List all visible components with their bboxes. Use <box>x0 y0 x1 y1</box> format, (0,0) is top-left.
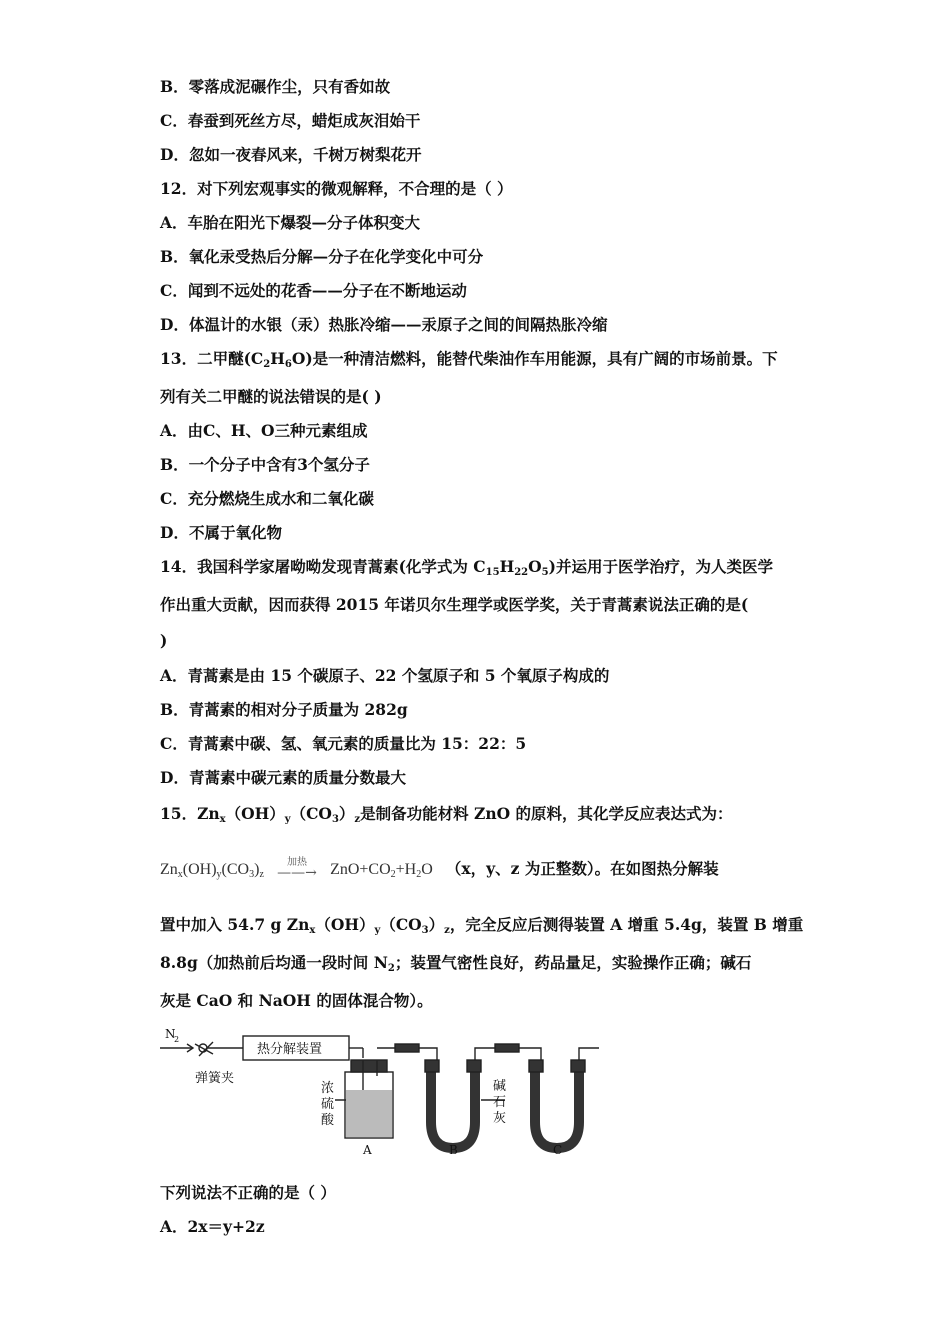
q12-option-b: B．氧化汞受热后分解—分子在化学变化中可分 <box>160 247 484 266</box>
c-option-poem-2: C．春蚕到死丝方尽，蜡炬成灰泪始干 <box>160 111 421 130</box>
heating-arrow-icon <box>269 858 325 884</box>
label-a: A <box>363 1143 372 1157</box>
q14-option-a: A．青蒿素是由 15 个碳原子、22 个氢原子和 5 个氧原子构成的 <box>160 666 610 685</box>
q13-sub: 6 <box>284 359 292 370</box>
q13-option-d: D．不属于氧化物 <box>160 523 282 542</box>
q13-option-b: B．一个分子中含有3个氢分子 <box>160 455 370 474</box>
question-14-stem-line-2: 作出重大贡献，因而获得 2015 年诺贝尔生理学或医学奖，关于青蒿素说法正确的是( <box>160 595 749 614</box>
q13-text-part: H <box>270 349 285 368</box>
q13-sub: 2 <box>263 359 271 370</box>
q15-text-part: （CO <box>290 804 332 823</box>
q14-text-part: H <box>499 557 515 576</box>
lime-label-1: 碱 <box>493 1079 507 1094</box>
q13-option-c: C．充分燃烧生成水和二氧化碳 <box>160 489 374 508</box>
q15-text-part: ） <box>338 804 355 823</box>
q13-text-part: O)是一种清洁燃料，能替代柴油作车用能源，具有广阔的市场前景。下 <box>291 349 778 368</box>
question-12-stem: 12．对下列宏观事实的微观解释，不合理的是（ ） <box>160 179 513 198</box>
label-c: C <box>553 1143 563 1157</box>
question-15-stem-line-5: 灰是 CaO 和 NaOH 的固体混合物）。 <box>160 991 433 1010</box>
q14-text-part: O <box>528 557 542 576</box>
q15-sub: 3 <box>331 814 339 825</box>
question-14-stem-line-3: ) <box>160 631 168 650</box>
formula-tail-text: （x，y、z 为正整数）。在如图热分解装 <box>445 859 719 878</box>
furnace-label: 热分解装置 <box>257 1042 323 1057</box>
q15-sub: x <box>219 814 226 825</box>
q15-text-part: 15．Zn <box>160 804 220 823</box>
acid-label-1: 浓 <box>321 1081 335 1096</box>
question-15-stem-line-3: 置中加入 54.7 g $Zn_x(OH)_y(CO_3)_z$，完全反应后测得装置 A 增重 5.4g，装置 B 增重 <box>160 915 804 936</box>
q12-option-a: A．车胎在阳光下爆裂—分子体积变大 <box>160 213 421 232</box>
clamp-label: 弹簧夹 <box>195 1071 235 1086</box>
q12-option-c: C．闻到不远处的花香——分子在不断地运动 <box>160 281 467 300</box>
reaction-arrow: ——→ <box>277 865 317 881</box>
q14-sub: 5 <box>541 567 549 578</box>
q13-text-part: 13．二甲醚(C <box>160 349 264 368</box>
q15-text-part: 是制备功能材料 ZnO 的原料，其化学反应表达式为： <box>360 804 733 823</box>
lime-label-2: 石 <box>493 1095 507 1110</box>
formula-products: $ZnO+CO_2+H_2O$ <box>330 861 433 880</box>
reaction-equation <box>160 858 719 886</box>
b-option-poem-1: B．零落成泥碾作尘，只有香如故 <box>160 77 391 96</box>
acid-liquid <box>346 1090 392 1137</box>
lime-label-3: 灰 <box>493 1111 507 1126</box>
q14-option-d: D．青蒿素中碳元素的质量分数最大 <box>160 768 406 787</box>
q14-text-part: 14．我国科学家屠呦呦发现青蒿素(化学式为 C <box>160 557 486 576</box>
acid-label-3: 酸 <box>321 1113 335 1128</box>
q14-option-b: B．青蒿素的相对分子质量为 282g <box>160 700 408 719</box>
u-tube-b <box>431 1068 475 1148</box>
question-14-stem-line-1 <box>160 556 773 584</box>
label-b: B <box>449 1143 458 1157</box>
q15-sub: z <box>354 814 361 825</box>
q13-option-a: A．由C、H、O三种元素组成 <box>160 421 368 440</box>
q14-sub: 22 <box>514 567 529 578</box>
n2-label-sub: 2 <box>174 1035 180 1044</box>
q15-sub: y <box>284 814 291 825</box>
formula-reactant: $Zn_x(OH)_y(CO_3)_z$ <box>160 861 264 880</box>
heating-condition: 加热 <box>286 857 307 868</box>
question-13-stem-line-2: 列有关二甲醚的说法错误的是( ) <box>160 387 382 406</box>
q14-option-c: C．青蒿素中碳、氢、氧元素的质量比为 15：22：5 <box>160 734 527 753</box>
n2-label: N <box>165 1027 176 1041</box>
q15-option-a: A．2x＝y+2z <box>160 1217 265 1236</box>
question-15-stem-line-4: 8.8g（加热前后均通一段时间 $N_2$；装置气密性良好，药品量足，实验操作正确；碱石 <box>160 953 752 974</box>
question-15-prompt: 下列说法不正确的是（ ） <box>160 1183 336 1202</box>
u-tube-c <box>535 1068 579 1148</box>
q14-sub: 15 <box>485 567 500 578</box>
q14-text-part: )并运用于医学治疗，为人类医学 <box>548 557 773 576</box>
question-13-stem-line-1 <box>160 348 778 376</box>
acid-label-2: 硫 <box>321 1097 335 1112</box>
question-15-stem-line-1 <box>160 803 733 831</box>
q12-option-d: D．体温计的水银（汞）热胀冷缩——汞原子之间的间隔热胀冷缩 <box>160 315 608 334</box>
d-option-poem-3: D．忽如一夜春风来，千树万树梨花开 <box>160 145 422 164</box>
q15-text-part: （OH） <box>225 804 285 823</box>
apparatus-diagram <box>155 1020 605 1160</box>
